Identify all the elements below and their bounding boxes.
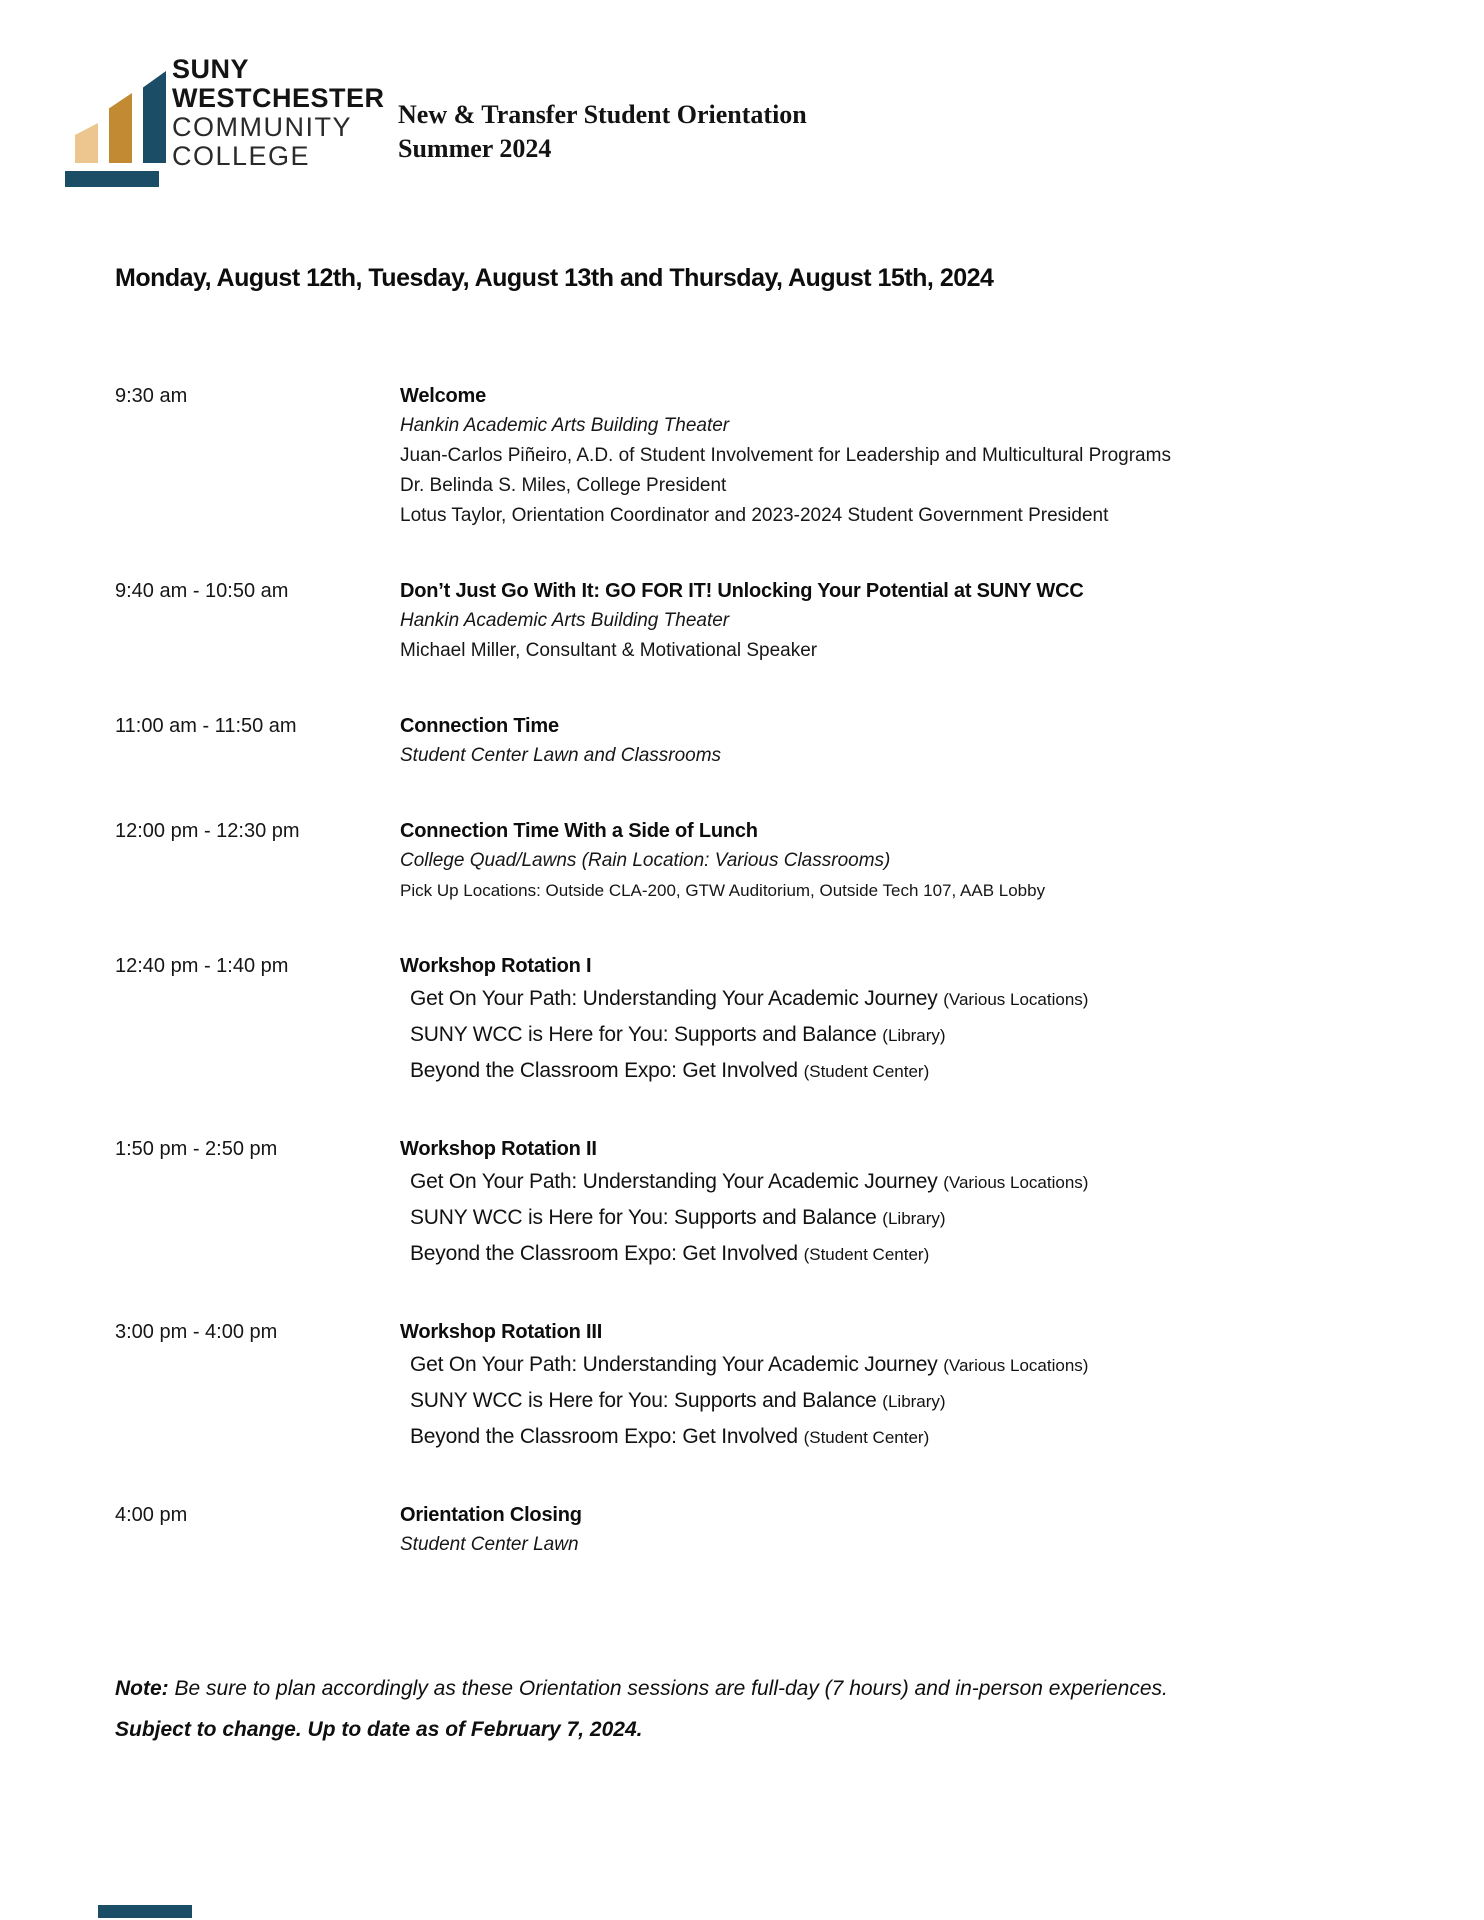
event-time: 12:00 pm - 12:30 pm: [115, 820, 300, 842]
event-title: Connection Time With a Side of Lunch: [400, 820, 758, 842]
workshop-venue: (Library): [882, 1209, 946, 1228]
event-content: [400, 1317, 1448, 1455]
document-title: [398, 98, 807, 166]
date-heading: Monday, August 12th, Tuesday, August 13th and Thursday, August 15th, 2024: [115, 264, 994, 292]
logo-word-college: COLLEGE: [172, 141, 311, 171]
event-time: 11:00 am - 11:50 am: [115, 715, 297, 737]
workshop-name: SUNY WCC is Here for You: Supports and Balance: [410, 1023, 877, 1046]
workshop-line: [400, 1383, 1448, 1419]
event-location: Student Center Lawn: [400, 1534, 579, 1555]
event-content: [400, 951, 1448, 1089]
event-title: Workshop Rotation II: [400, 1138, 597, 1160]
event-title: Don’t Just Go With It: GO FOR IT! Unlocking Your Potential at SUNY WCC: [400, 580, 1084, 602]
workshop-line: [400, 1164, 1448, 1200]
schedule-row: [115, 951, 1448, 1089]
workshop-name: SUNY WCC is Here for You: Supports and Balance: [410, 1389, 877, 1412]
event-location: Student Center Lawn and Classrooms: [400, 745, 722, 766]
event-title: Workshop Rotation III: [400, 1321, 603, 1343]
event-location: Hankin Academic Arts Building Theater: [400, 415, 730, 436]
logo-word-community: COMMUNITY: [172, 112, 352, 142]
event-time: 4:00 pm: [115, 1504, 188, 1526]
suny-wcc-logo-wordmark: [172, 55, 385, 171]
footer-note-line2: Subject to change. Up to date as of February 7, 2024.: [115, 1718, 643, 1741]
logo-word-westchester: WESTCHESTER: [172, 83, 385, 113]
event-time: 1:50 pm - 2:50 pm: [115, 1138, 278, 1160]
workshop-venue: (Various Locations): [943, 1356, 1089, 1375]
event-detail: Juan-Carlos Piñeiro, A.D. of Student Involvement for Leadership and Multicultural Programs: [400, 445, 1171, 466]
event-content: [400, 1500, 1448, 1560]
workshop-venue: (Library): [882, 1026, 946, 1045]
event-detail: Lotus Taylor, Orientation Coordinator and 2023-2024 Student Government President: [400, 505, 1109, 526]
event-content: [400, 816, 1448, 906]
event-content: [400, 381, 1448, 531]
document-title-line2: Summer 2024: [398, 134, 552, 163]
event-time: 3:00 pm - 4:00 pm: [115, 1321, 278, 1343]
logo-word-suny: SUNY: [172, 54, 250, 84]
event-content: [400, 576, 1448, 666]
suny-wcc-logo-bars-icon: [65, 55, 165, 187]
workshop-name: Beyond the Classroom Expo: Get Involved: [410, 1059, 798, 1082]
event-detail-small: Pick Up Locations: Outside CLA-200, GTW Auditorium, Outside Tech 107, AAB Lobby: [400, 881, 1046, 900]
schedule-row: [115, 1317, 1448, 1455]
event-title: Connection Time: [400, 715, 559, 737]
logo-base-bar: [65, 171, 159, 187]
event-content: [400, 1134, 1448, 1272]
workshop-venue: (Student Center): [803, 1062, 930, 1081]
workshop-line: [400, 981, 1448, 1017]
logo-bar-navy: [143, 71, 166, 163]
workshop-name: Get On Your Path: Understanding Your Academic Journey: [410, 1353, 938, 1376]
event-detail: Michael Miller, Consultant & Motivational Speaker: [400, 640, 818, 661]
schedule-row: [115, 1134, 1448, 1272]
workshop-line: [400, 1017, 1448, 1053]
logo-bar-tan: [75, 123, 98, 163]
event-title: Orientation Closing: [400, 1504, 582, 1526]
note-body: Be sure to plan accordingly as these Orientation sessions are full-day (7 hours) and in-person experiences.: [168, 1677, 1168, 1700]
workshop-name: SUNY WCC is Here for You: Supports and Balance: [410, 1206, 877, 1229]
event-time: 12:40 pm - 1:40 pm: [115, 955, 289, 977]
schedule-row: [115, 1500, 1448, 1560]
document-title-line1: New & Transfer Student Orientation: [398, 100, 807, 129]
footer-note-line1: [115, 1668, 1405, 1709]
workshop-name: Get On Your Path: Understanding Your Academic Journey: [410, 987, 938, 1010]
workshop-line: [400, 1347, 1448, 1383]
event-location: Hankin Academic Arts Building Theater: [400, 610, 730, 631]
event-title: Welcome: [400, 385, 487, 407]
event-time: 9:40 am - 10:50 am: [115, 580, 289, 602]
footer-note: [115, 1668, 1405, 1750]
schedule-row: [115, 381, 1448, 531]
event-content: [400, 711, 1448, 771]
schedule-list: [115, 381, 1448, 1605]
workshop-line: [400, 1419, 1448, 1455]
footer-accent-bar: [98, 1905, 192, 1918]
note-label: Note:: [115, 1677, 169, 1700]
workshop-name: Beyond the Classroom Expo: Get Involved: [410, 1425, 798, 1448]
workshop-name: Beyond the Classroom Expo: Get Involved: [410, 1242, 798, 1265]
event-time: 9:30 am: [115, 385, 188, 407]
workshop-line: [400, 1236, 1448, 1272]
logo-bar-amber: [109, 93, 132, 163]
schedule-row: [115, 816, 1448, 906]
workshop-venue: (Various Locations): [943, 1173, 1089, 1192]
workshop-venue: (Student Center): [803, 1245, 930, 1264]
workshop-name: Get On Your Path: Understanding Your Academic Journey: [410, 1170, 938, 1193]
schedule-row: [115, 576, 1448, 666]
workshop-line: [400, 1200, 1448, 1236]
event-location: College Quad/Lawns (Rain Location: Various Classrooms): [400, 850, 891, 871]
workshop-line: [400, 1053, 1448, 1089]
event-detail: Dr. Belinda S. Miles, College President: [400, 475, 727, 496]
workshop-venue: (Various Locations): [943, 990, 1089, 1009]
workshop-venue: (Student Center): [803, 1428, 930, 1447]
workshop-venue: (Library): [882, 1392, 946, 1411]
event-title: Workshop Rotation I: [400, 955, 592, 977]
schedule-row: [115, 711, 1448, 771]
